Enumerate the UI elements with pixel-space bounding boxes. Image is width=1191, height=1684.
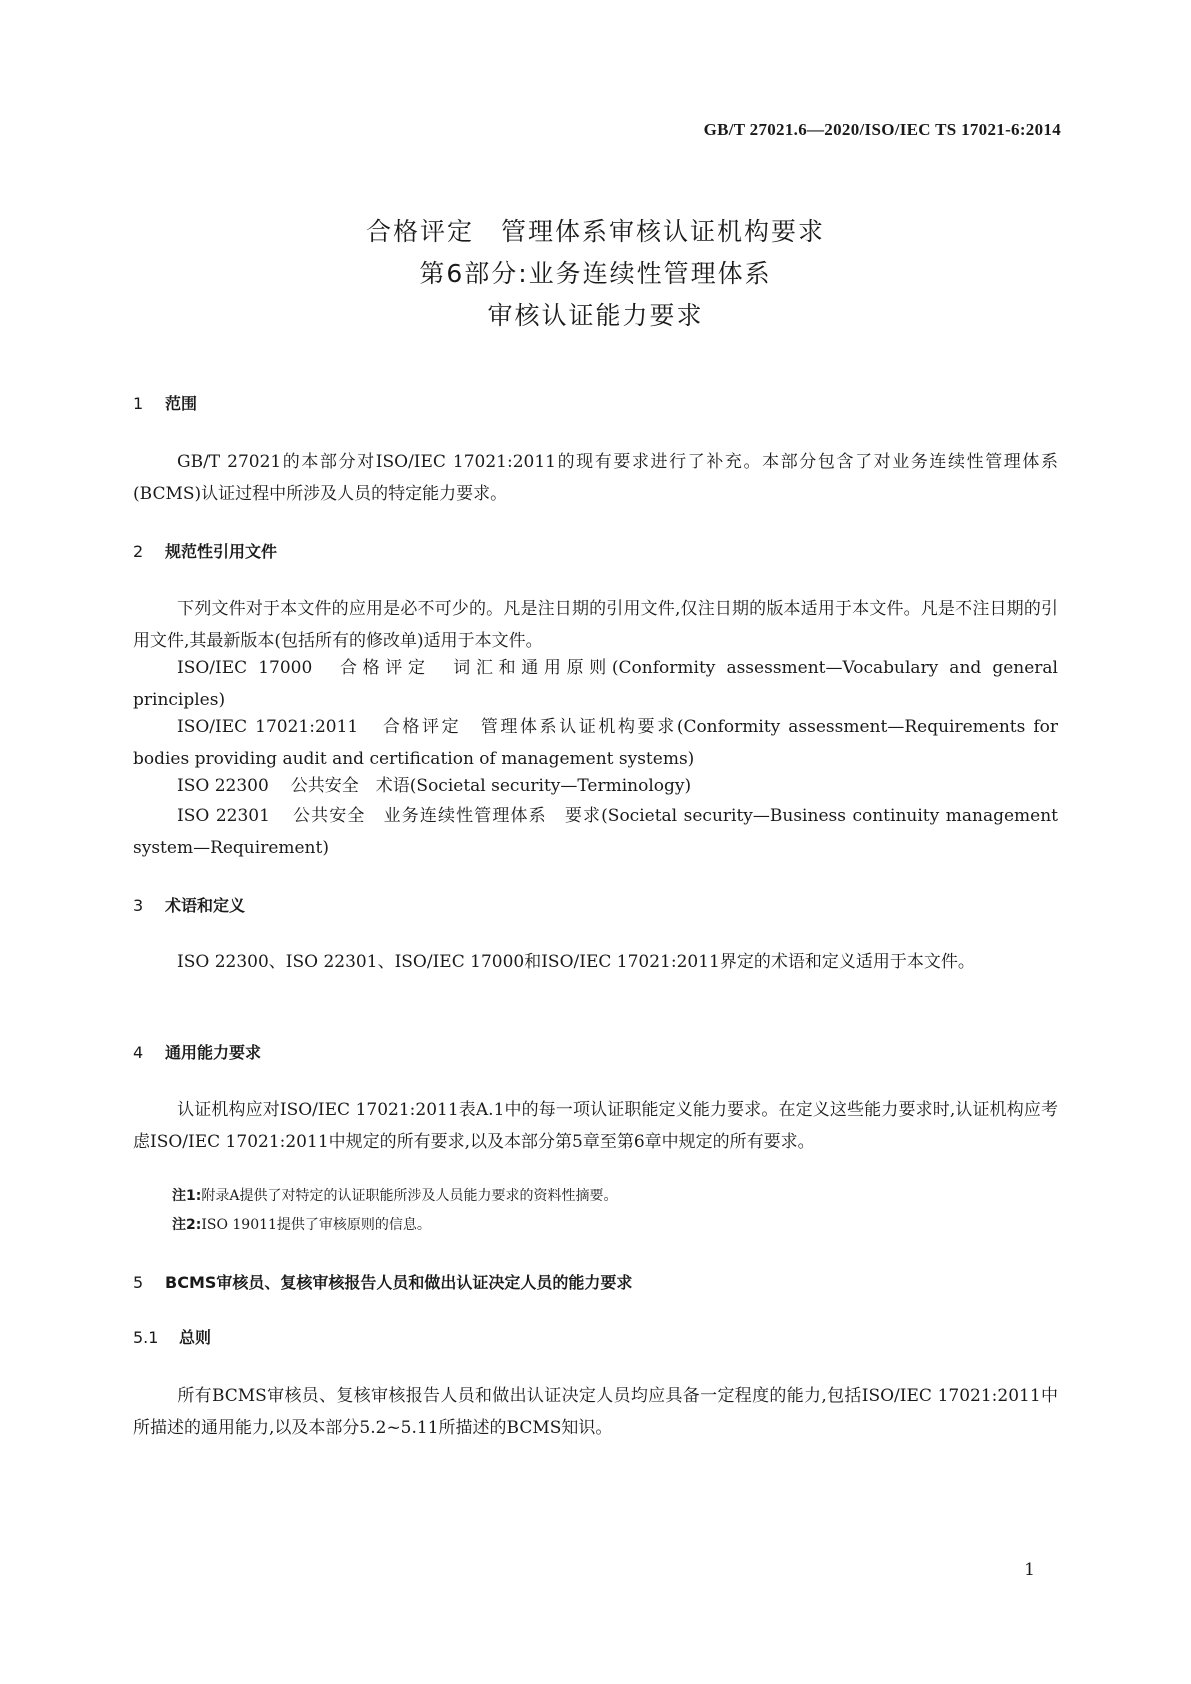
section-3-paragraph	[133, 946, 1058, 978]
note-label: 注1:	[172, 1188, 202, 1204]
note-label: 注2:	[172, 1217, 202, 1233]
reference-title: 合格评定 词汇和通用原则(Conformity assessment—Vocabulary and general principles)	[133, 658, 1058, 710]
paragraph-text: ISO 22300、ISO 22301、ISO/IEC 17000和ISO/IEC 17021:2011界定的术语和定义适用于本文件。	[177, 952, 975, 972]
section-number: 1	[133, 394, 144, 413]
section-5-1-paragraph	[133, 1380, 1058, 1444]
note-1	[172, 1183, 617, 1209]
reference-title: 公共安全 业务连续性管理体系 要求(Societal security—Business continuity management system—Requirement)	[133, 806, 1058, 858]
note-text: 附录A提供了对特定的认证职能所涉及人员能力要求的资料性摘要。	[201, 1188, 618, 1204]
normative-reference	[133, 770, 1058, 802]
section-4-heading	[133, 1040, 261, 1063]
paragraph-text: 认证机构应对ISO/IEC 17021:2011表A.1中的每一项认证职能定义能力要求。在定义这些能力要求时,认证机构应考虑ISO/IEC 17021:2011中规定的所有要求,以及本部分第5章至第6章中规定的所有要求。	[133, 1100, 1058, 1152]
paragraph-text: 所有BCMS审核员、复核审核报告人员和做出认证决定人员均应具备一定程度的能力,包括ISO/IEC 17021:2011中所描述的通用能力,以及本部分5.2~5.11所描述的BCMS知识。	[133, 1386, 1058, 1438]
paragraph-text: 下列文件对于本文件的应用是必不可少的。凡是注日期的引用文件,仅注日期的版本适用于本文件。凡是不注日期的引用文件,其最新版本(包括所有的修改单)适用于本文件。	[133, 599, 1058, 651]
section-number: 4	[133, 1043, 144, 1062]
reference-code: ISO 22301	[177, 806, 270, 826]
section-number: 5	[133, 1273, 144, 1292]
standard-code: GB/T 27021.6—2020/ISO/IEC TS 17021-6:2014	[703, 120, 1061, 139]
section-title: BCMS审核员、复核审核报告人员和做出认证决定人员的能力要求	[165, 1273, 633, 1292]
section-5-heading	[133, 1270, 632, 1293]
reference-code: ISO/IEC 17000	[177, 658, 313, 678]
section-1-heading	[133, 391, 197, 414]
note-text: ISO 19011提供了审核原则的信息。	[201, 1217, 431, 1233]
section-title: 规范性引用文件	[165, 542, 278, 561]
title-line-2: 第6部分:业务连续性管理体系	[419, 259, 772, 288]
section-number: 5.1	[133, 1328, 159, 1347]
normative-reference	[133, 800, 1058, 864]
page-number: 1	[1024, 1560, 1035, 1580]
section-5-1-heading	[133, 1325, 211, 1348]
normative-reference	[133, 711, 1058, 775]
section-number: 3	[133, 896, 144, 915]
section-1-paragraph	[133, 446, 1058, 510]
section-4-paragraph	[133, 1094, 1058, 1158]
section-title: 术语和定义	[165, 896, 246, 915]
paragraph-text: GB/T 27021的本部分对ISO/IEC 17021:2011的现有要求进行了补充。本部分包含了对业务连续性管理体系(BCMS)认证过程中所涉及人员的特定能力要求。	[133, 452, 1058, 504]
note-2	[172, 1212, 431, 1238]
reference-code: ISO 22300	[177, 776, 269, 796]
section-3-heading	[133, 893, 245, 916]
section-2-paragraph	[133, 593, 1058, 657]
reference-title: 合格评定 管理体系认证机构要求(Conformity assessment—Requirements for bodies providing audit and certification of management systems)	[133, 717, 1058, 769]
section-title: 通用能力要求	[165, 1043, 262, 1062]
section-2-heading	[133, 539, 277, 562]
section-title: 总则	[179, 1328, 212, 1347]
reference-code: ISO/IEC 17021:2011	[177, 717, 359, 737]
title-line-1: 合格评定 管理体系审核认证机构要求	[365, 217, 825, 246]
normative-reference	[133, 652, 1058, 716]
section-title: 范围	[165, 394, 198, 413]
reference-title: 公共安全 术语(Societal security—Terminology)	[290, 776, 692, 796]
title-line-3: 审核认证能力要求	[487, 301, 704, 330]
section-number: 2	[133, 542, 144, 561]
